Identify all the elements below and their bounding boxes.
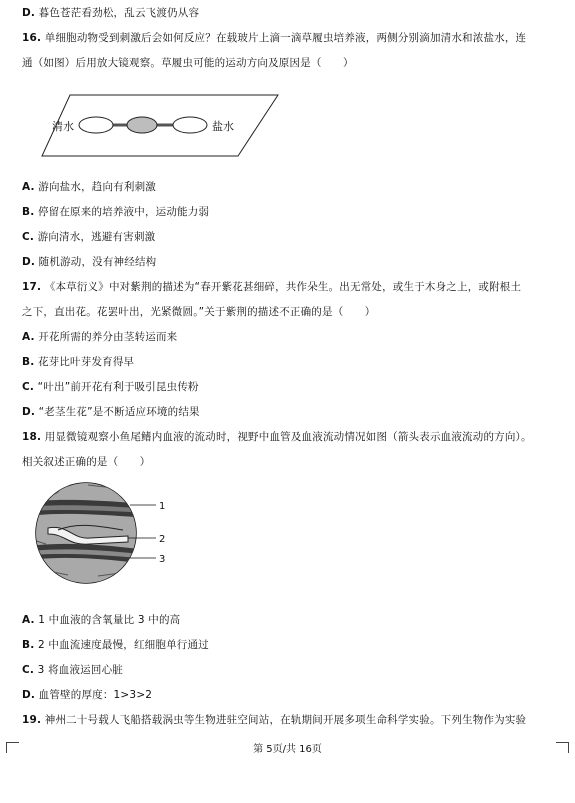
q16-option-c [22,230,557,244]
option-text: 3 将血液运回心脏 [37,664,123,676]
question-text: 《本草衍义》中对紫荆的描述为“春开紫花甚细碎，共作朵生。出无常处，或生于木身之上，或附根土 [44,281,522,293]
option-letter: A. [22,181,35,193]
q16-stem-line2: 通（如图）后用放大镜观察。草履虫可能的运动方向及原因是（ ） [22,57,354,69]
option-text: 游向清水，逃避有害刺激 [37,231,156,243]
option-text: 花芽比叶芽发育得早 [37,356,135,368]
option-text: “叶出”前开花有利于吸引昆虫传粉 [37,381,199,393]
question-number: 16. [22,32,42,44]
question-number: 17. [22,281,42,293]
option-letter: C. [22,381,35,393]
q15-option-d [22,6,557,20]
q18-option-a [22,613,557,627]
tissue-bg [28,480,148,590]
option-letter: D. [22,689,36,701]
option-text: 1 中血液的含氧量比 3 中的高 [38,614,181,626]
figure-label-3: 3 [159,554,166,565]
q16-option-a [22,180,557,194]
blood-flow-figure [28,480,178,590]
option-text: 游向盐水，趋向有利刺激 [38,181,156,193]
option-text: 2 中血流速度最慢，红细胞单行通过 [37,639,209,651]
option-text: “老茎生花”是不断适应环境的结果 [38,406,200,418]
q16-option-b [22,205,557,219]
q18-option-b [22,638,557,652]
salt-drop-right [173,117,207,133]
q17-option-d [22,405,557,419]
option-letter: A. [22,614,35,626]
q18-option-c [22,663,557,677]
q17-option-a [22,330,557,344]
label-water: 清水 [52,120,74,133]
option-letter: A. [22,331,35,343]
option-letter: D. [22,256,36,268]
q16-option-d [22,255,557,269]
option-letter: D. [22,7,36,19]
q17-option-b [22,355,557,369]
option-letter: B. [22,206,35,218]
option-letter: B. [22,356,35,368]
figure-label-2: 2 [159,534,166,545]
option-text: 开花所需的养分由茎转运而来 [38,331,178,343]
option-text: 暮色苍茫看劲松，乱云飞渡仍从容 [38,7,200,19]
question-number: 18. [22,431,42,443]
question-number: 19. [22,714,42,726]
option-letter: C. [22,664,35,676]
option-letter: D. [22,406,36,418]
q17-stem-line1 [22,280,557,294]
option-letter: C. [22,231,35,243]
page-footer: 第 5页/共 16页 [253,744,322,755]
option-letter: B. [22,639,35,651]
q17-option-c [22,380,557,394]
q18-option-d [22,688,557,702]
question-text: 神州二十号载人飞船搭载涡虫等生物进驻空间站，在轨期间开展多项生命科学实验。下列生物作为实验 [44,714,527,726]
question-text: 单细胞动物受到刺激后会如何反应？在载玻片上滴一滴草履虫培养液，两侧分别滴加清水和浓盐水，连 [44,32,527,44]
label-salt: 盐水 [212,120,234,133]
question-text: 用显微镜观察小鱼尾鳍内血液的流动时，视野中血管及血液流动情况如图（箭头表示血液流动的方向）。 [44,431,532,443]
q18-stem-line2: 相关叙述正确的是（ ） [22,456,151,468]
figure-label-1: 1 [159,501,166,512]
water-drop-left [79,117,113,133]
q19-stem-line1 [22,713,557,727]
culture-drop [127,117,157,133]
q17-stem-line2: 之下，直出花。花罢叶出，光紧微圆。”关于紫荆的描述不正确的是（ ） [22,306,376,318]
option-text: 随机游动，没有神经结构 [38,256,157,268]
paramecium-figure [40,88,280,168]
q16-stem-line1 [22,31,557,45]
q18-stem-line1 [22,430,557,444]
option-text: 停留在原来的培养液中，运动能力弱 [37,206,210,218]
option-text: 血管壁的厚度：1>3>2 [38,689,153,701]
